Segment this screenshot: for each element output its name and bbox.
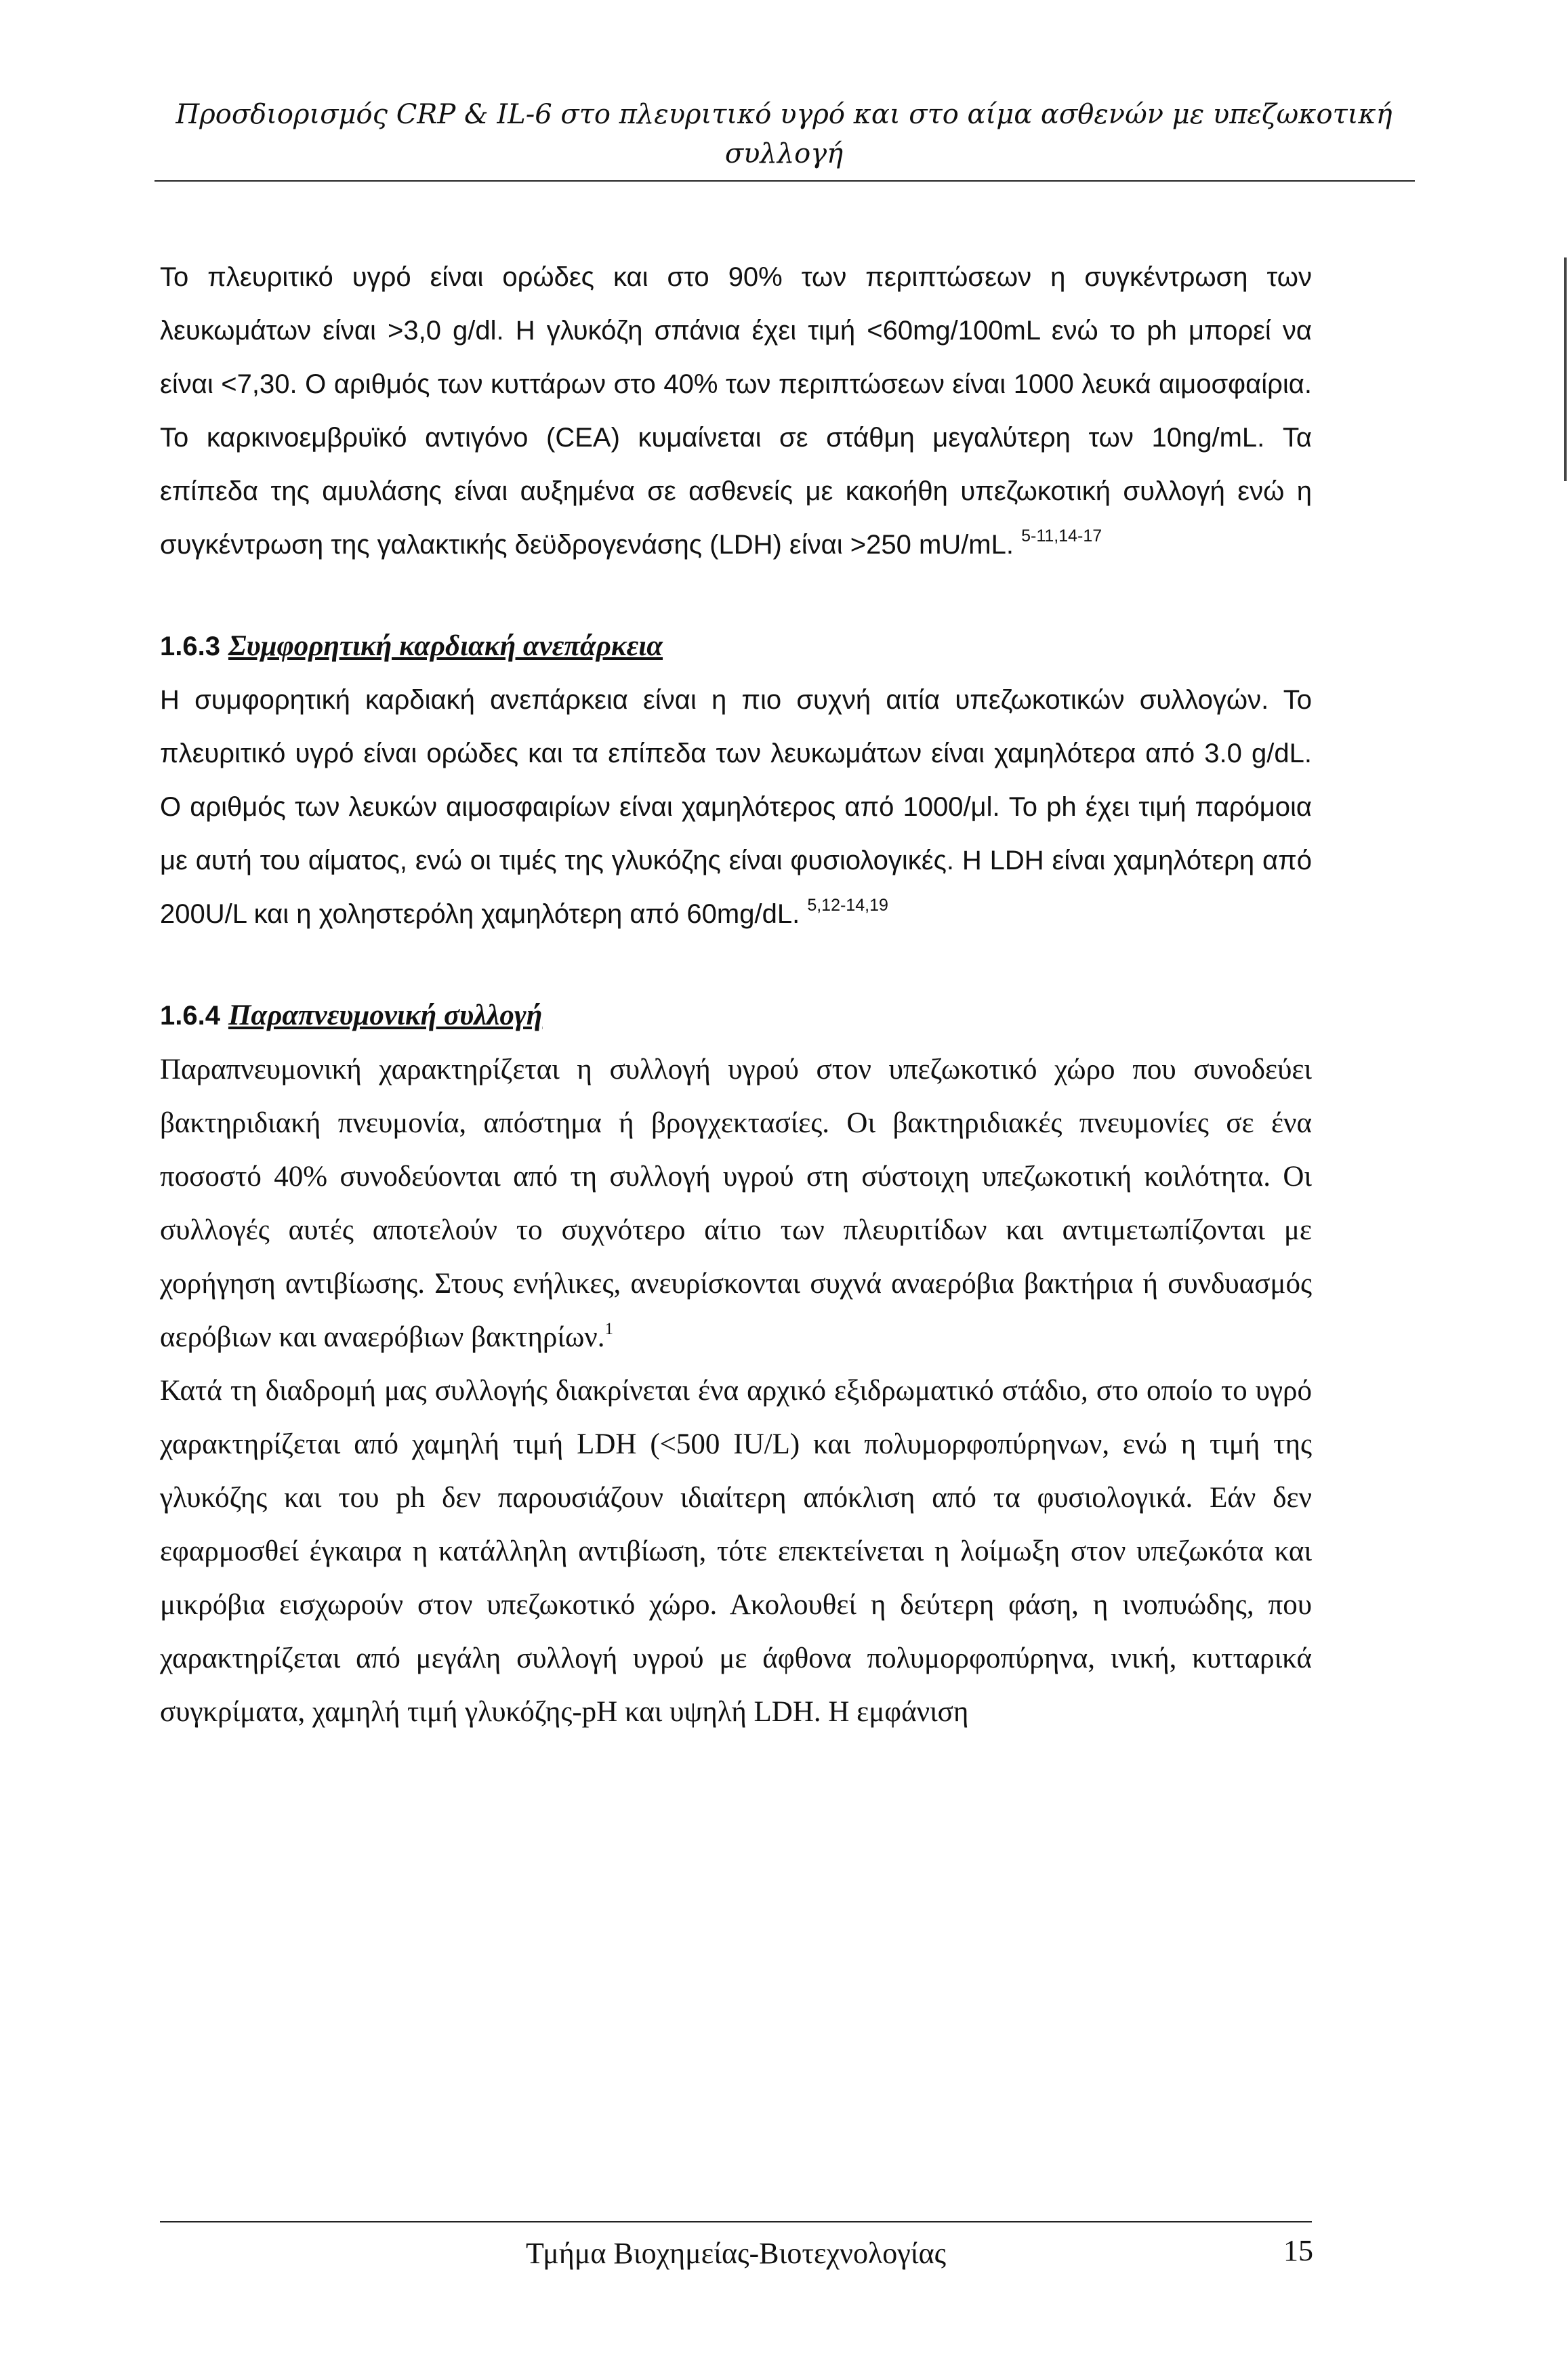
page-edge-mark bbox=[1564, 257, 1567, 481]
section-1-6-4-text-1: Παραπνευμονική χαρακτηρίζεται η συλλογή υγρού στον υπεζωκοτικό χώρο που συνοδεύει βακτηριδιακή πνευμονία, απόστημα ή βρογχεκτασίες. Οι βακτηριδιακές πνευμονίες σε ένα ποσοστό 40% συνοδεύονται από τη συλλογή υγρού στη σύστοιχη υπεζωκοτική κοιλότητα. Οι συλλογές αυτές αποτελούν το συχνότερο αίτιο των πλευριτίδων και αντιμετωπίζονται με χορήγηση αντιβίωσης. Στους ενήλικες, ανευρίσκονται συχνά αναερόβια βακτήρια ή συνδυασμός αερόβιων και αναερόβιων βακτηρίων. bbox=[160, 1054, 1312, 1353]
section-1-6-3-text: Η συμφορητική καρδιακή ανεπάρκεια είναι η πιο συχνή αιτία υπεζωκοτικών συλλογών. Το πλευριτικό υγρό είναι ορώδες και τα επίπεδα των λευκωμάτων είναι χαμηλότερα από 3.0 g/dL. Ο αριθμός των λευκών αιμοσφαιρίων είναι χαμηλότερος από 1000/μl. Το ph έχει τιμή παρόμοια με αυτή του αίματος, ενώ οι τιμές της γλυκόζης είναι φυσιολογικές. Η LDH είναι χαμηλότερη από 200U/L και η χοληστερόλη χαμηλότερη από 60mg/dL. bbox=[160, 685, 1312, 929]
section-1-6-4-paragraph-1 bbox=[160, 1043, 1312, 1364]
section-1-6-3-citation: 5,12-14,19 bbox=[807, 896, 888, 915]
intro-paragraph bbox=[160, 251, 1312, 572]
section-1-6-4-paragraph-2 bbox=[160, 1364, 1312, 1739]
section-number: 1.6.3 bbox=[160, 632, 220, 661]
section-1-6-4-text-2: Κατά τη διαδρομή μας συλλογής διακρίνεται ένα αρχικό εξιδρωματικό στάδιο, στο οποίο το υγρό χαρακτηρίζεται από χαμηλή τιμή LDH (<500 IU/L) και πολυμορφοπύρηνων, ενώ η τιμή της γλυκόζης και του ph δεν παρουσιάζουν ιδιαίτερη απόκλιση από τα φυσιολογικά. Εάν δεν εφαρμοσθεί έγκαιρα η κατάλληλη αντιβίωση, τότε επεκτείνεται η λοίμωξη στον υπεζωκότα και μικρόβια εισχωρούν στον υπεζωκοτικό χώρο. Ακολουθεί η δεύτερη φάση, η ινοπυώδης, που χαρακτηρίζεται από μεγάλη συλλογή υγρού με άφθονα πολυμορφοπύρηνα, ινική, κυτταρικά συγκρίματα, χαμηλή τιμή γλυκόζης-pH και υψηλή LDH. Η εμφάνιση bbox=[160, 1375, 1312, 1728]
section-title: Συμφορητική καρδιακή ανεπάρκεια bbox=[228, 630, 663, 662]
footer-department: Τμήμα Βιοχημείας-Βιοτεχνολογίας bbox=[525, 2237, 947, 2270]
section-1-6-4-citation: 1 bbox=[604, 1320, 613, 1338]
intro-citation: 5-11,14-17 bbox=[1021, 526, 1102, 545]
section-heading-1-6-3 bbox=[160, 619, 1312, 674]
section-heading-1-6-4 bbox=[160, 989, 1312, 1043]
section-title: Παραπνευμονική συλλογή bbox=[228, 999, 543, 1031]
page-number: 15 bbox=[1283, 2234, 1313, 2267]
intro-text: Το πλευριτικό υγρό είναι ορώδες και στο 90% των περιπτώσεων η συγκέντρωση των λευκωμάτων είναι >3,0 g/dl. Η γλυκόζη σπάνια έχει τιμή <60mg/100mL ενώ το ph μπορεί να είναι <7,30. Ο αριθμός των κυττάρων στο 40% των περιπτώσεων είναι 1000 λευκά αιμοσφαίρια. Το καρκινοεμβρυϊκό αντιγόνο (CEA) κυμαίνεται σε στάθμη μεγαλύτερη των 10ng/mL. Τα επίπεδα της αμυλάσης είναι αυξημένα σε ασθενείς με κακοήθη υπεζωκοτική συλλογή ενώ η συγκέντρωση της γαλακτικής δεϋδρογενάσης (LDH) είναι >250 mU/mL. bbox=[160, 262, 1312, 560]
header-rule bbox=[154, 180, 1415, 182]
section-number: 1.6.4 bbox=[160, 1001, 220, 1031]
body-text bbox=[160, 251, 1312, 1739]
footer-rule bbox=[160, 2221, 1312, 2222]
section-1-6-3-paragraph bbox=[160, 674, 1312, 941]
running-header: Προσδιορισμός CRP & IL-6 στο πλευριτικό υγρό και στο αίμα ασθενών με υπεζωκοτική συλλογή bbox=[176, 99, 1392, 169]
